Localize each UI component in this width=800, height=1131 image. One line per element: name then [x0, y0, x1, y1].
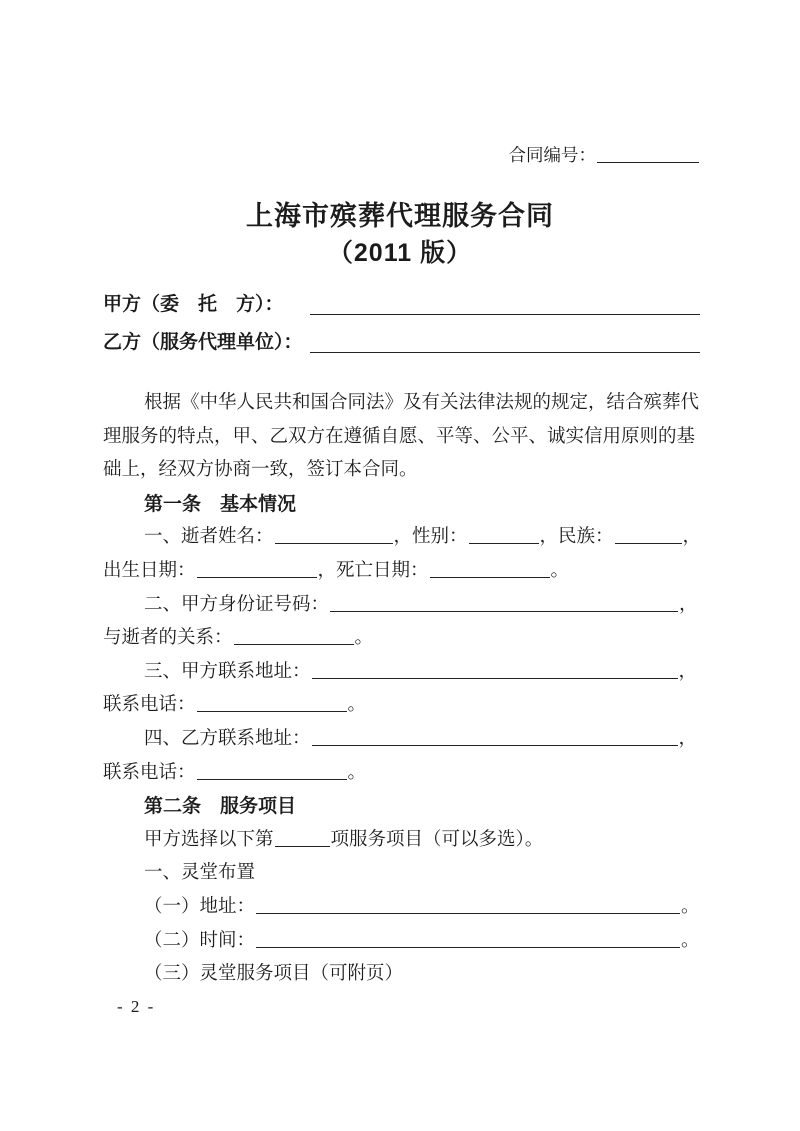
body-text: ，民族： [539, 527, 614, 548]
fill-in-blank[interactable] [197, 766, 347, 780]
body-text: 第二条 服务项目 [144, 796, 297, 818]
body-text: 项服务项目（可以多选）。 [330, 829, 544, 850]
fill-in-blank[interactable] [615, 530, 682, 544]
body-text: ， [678, 728, 698, 749]
contract-number-blank[interactable] [597, 149, 699, 163]
body-text: 础上，经双方协商一致，签订本合同。 [103, 460, 418, 481]
body-line [103, 958, 700, 992]
article-heading [103, 488, 700, 522]
body-line [103, 589, 700, 623]
body-text: 。 [550, 560, 570, 581]
contract-body [103, 387, 700, 992]
fill-in-blank[interactable] [330, 598, 678, 612]
body-line [103, 555, 700, 589]
body-text: ， [682, 527, 702, 548]
body-line [103, 925, 700, 959]
body-text: 。 [347, 762, 367, 783]
body-text: 甲方选择以下第 [144, 829, 274, 850]
contract-number-row [0, 142, 700, 167]
contract-title: 上海市殡葬代理服务合同 [246, 201, 554, 231]
body-text: 四、乙方联系地址： [144, 728, 311, 749]
fill-in-blank[interactable] [234, 631, 354, 645]
body-text: ，性别： [393, 527, 468, 548]
body-text: 。 [681, 896, 700, 917]
article-heading [103, 790, 700, 824]
body-text: 出生日期： [103, 560, 196, 581]
fill-in-blank[interactable] [430, 564, 550, 578]
party-b-blank[interactable] [310, 352, 700, 353]
party-a-row [103, 290, 700, 317]
fill-in-blank[interactable] [275, 530, 393, 544]
body-line [103, 723, 700, 757]
body-line [103, 656, 700, 690]
party-b-label: 乙方（服务代理单位）： [103, 332, 303, 353]
body-line [103, 689, 700, 723]
page-number: - 2 - [117, 997, 156, 1016]
body-line [103, 521, 700, 555]
body-text: 二、甲方身份证号码： [144, 594, 330, 615]
body-text: ， [678, 661, 698, 682]
body-text: 三、甲方联系地址： [144, 661, 311, 682]
body-text: 根据《中华人民共和国合同法》及有关法律法规的规定，结合殡葬代 [144, 393, 700, 413]
body-text: 第一条 基本情况 [144, 493, 297, 515]
body-text: （二）时间： [144, 930, 256, 951]
body-text: 一、逝者姓名： [144, 527, 274, 548]
body-text: ，死亡日期： [317, 560, 429, 581]
body-line [103, 421, 700, 455]
body-text: 理服务的特点，甲、乙双方在遵循自愿、平等、公平、诚实信用原则的基 [103, 426, 696, 447]
body-line [103, 757, 700, 791]
body-text: 。 [347, 695, 367, 716]
fill-in-blank[interactable] [256, 900, 680, 914]
body-text: 一、灵堂布置 [144, 863, 256, 884]
fill-in-blank[interactable] [256, 934, 680, 948]
body-text: 。 [681, 930, 700, 951]
fill-in-blank[interactable] [312, 665, 678, 679]
fill-in-blank[interactable] [312, 732, 678, 746]
contract-number-label: 合同编号： [508, 145, 596, 165]
body-line [103, 387, 700, 421]
fill-in-blank[interactable] [469, 530, 539, 544]
body-line [103, 622, 700, 656]
fill-in-blank[interactable] [197, 698, 347, 712]
body-text: （三）灵堂服务项目（可附页） [144, 964, 404, 985]
party-b-row [103, 328, 700, 355]
body-text: 。 [354, 628, 374, 649]
fill-in-blank[interactable] [197, 564, 317, 578]
party-a-label: 甲方（委 托 方）： [103, 294, 284, 315]
body-line [103, 891, 700, 925]
body-text: ， [679, 594, 698, 615]
body-text: 与逝者的关系： [103, 628, 233, 649]
body-text: 联系电话： [103, 695, 196, 716]
body-text: （一）地址： [144, 896, 256, 917]
body-text: 联系电话： [103, 762, 196, 783]
party-a-blank[interactable] [310, 314, 700, 315]
fill-in-blank[interactable] [275, 833, 330, 847]
body-line [103, 857, 700, 891]
body-line [103, 824, 700, 858]
body-line [103, 454, 700, 488]
contract-edition: （2011 版） [327, 239, 473, 267]
